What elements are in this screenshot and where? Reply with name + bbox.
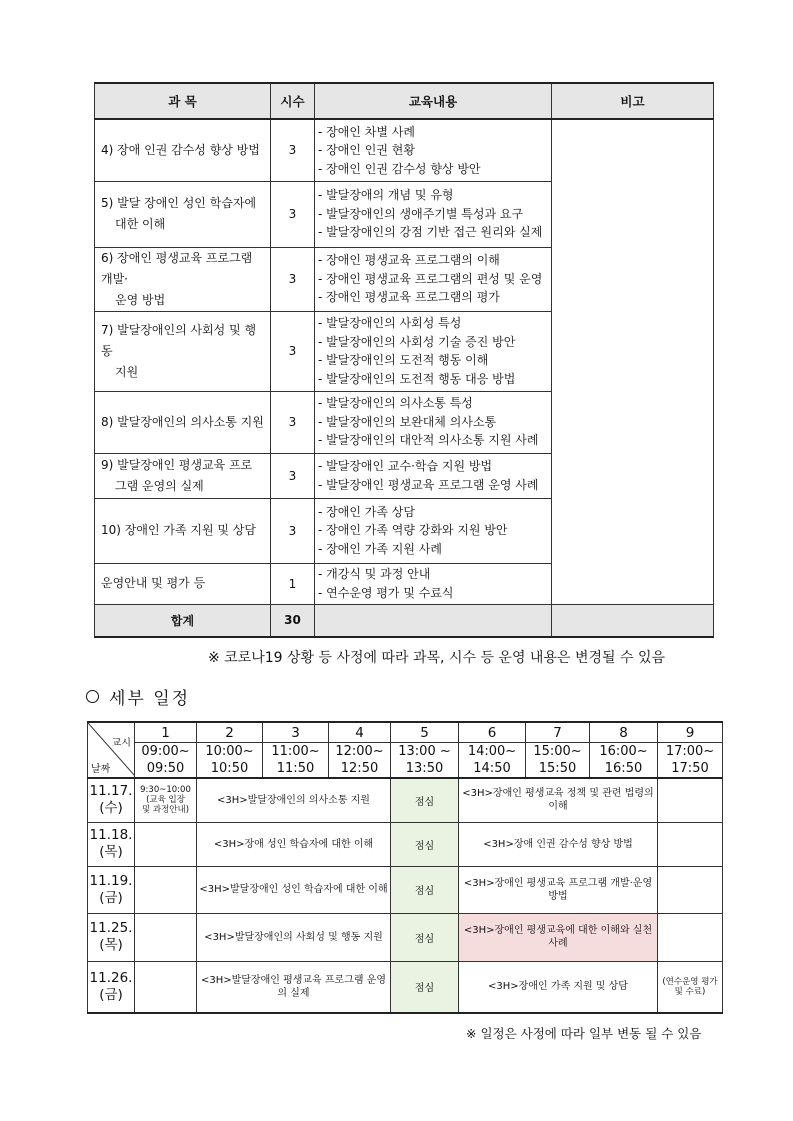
period-number: 2 xyxy=(197,722,263,743)
course-content xyxy=(315,311,552,391)
period-end-time: 10:50 xyxy=(197,760,263,778)
period-start-time: 12:00~ xyxy=(329,743,391,761)
schedule-period-1 xyxy=(135,822,197,866)
period-end-time: 14:50 xyxy=(459,760,526,778)
course-table xyxy=(94,82,714,638)
course-content xyxy=(315,453,552,498)
period-number: 7 xyxy=(526,722,590,743)
total-row xyxy=(95,604,714,637)
schedule-period-9 xyxy=(658,866,723,913)
schedule-row xyxy=(88,913,723,961)
course-hours: 3 xyxy=(271,247,315,311)
course-content-line: - 발달장애인의 사회성 기술 증진 방안 xyxy=(318,334,516,349)
schedule-period-9 xyxy=(658,778,723,822)
total-note xyxy=(552,604,714,637)
course-table-header xyxy=(95,83,714,119)
schedule-period-1-line: 9:30~10:00 xyxy=(140,785,191,796)
course-hours: 1 xyxy=(271,563,315,604)
schedule-period-1 xyxy=(135,778,197,822)
schedule-period-1-line: 및 과정안내) xyxy=(141,805,190,816)
corner-period-label: 교시 xyxy=(111,738,131,749)
schedule-morning-session: <3H>발달장애인 평생교육 프로그램 운영의 실제 xyxy=(197,961,391,1013)
schedule-day: (수) xyxy=(99,800,123,817)
schedule-date-value: 11.18. xyxy=(89,827,133,843)
course-content-line: - 발달장애인의 생애주기별 특성과 요구 xyxy=(318,206,524,221)
schedule-day: (금) xyxy=(99,986,123,1003)
course-hours: 3 xyxy=(271,119,315,181)
course-subject xyxy=(95,311,271,391)
course-subject-line: 10) 장애인 가족 지원 및 상담 xyxy=(101,523,256,537)
period-end-row xyxy=(88,760,723,778)
schedule-afternoon-session: <3H>장애인 평생교육에 대한 이해와 실천 사례 xyxy=(459,913,658,961)
course-content-line: - 개강식 및 과정 안내 xyxy=(318,567,431,581)
course-subject xyxy=(95,181,271,247)
course-content xyxy=(315,181,552,247)
schedule-day: (목) xyxy=(99,844,123,860)
schedule-period-1 xyxy=(135,913,197,961)
schedule-morning-session: <3H>발달장애인의 의사소통 지원 xyxy=(197,778,391,822)
course-subject xyxy=(95,563,271,604)
schedule-date-value: 11.26. xyxy=(89,969,133,986)
period-end-time: 15:50 xyxy=(526,760,590,778)
schedule-period-9 xyxy=(658,822,723,866)
course-content-line: - 발달장애인 교수·학습 지원 방법 xyxy=(318,459,493,473)
course-hours: 3 xyxy=(271,453,315,498)
period-number: 6 xyxy=(459,722,526,743)
course-content-line: - 발달장애인의 강점 기반 접근 원리와 실제 xyxy=(318,225,543,240)
header-hours: 시수 xyxy=(271,83,315,119)
course-subject-line: 지원 xyxy=(115,364,139,379)
period-number: 4 xyxy=(329,722,391,743)
course-content-line: - 장애인 평생교육 프로그램의 평가 xyxy=(318,290,500,305)
period-end-time: 17:50 xyxy=(658,760,723,778)
course-content-line: - 발달장애인 평생교육 프로그램 운영 사례 xyxy=(318,477,539,492)
schedule-date xyxy=(88,961,135,1013)
course-hours: 3 xyxy=(271,391,315,453)
period-number-row xyxy=(88,722,723,743)
schedule-period-1 xyxy=(135,866,197,913)
course-subject xyxy=(95,498,271,563)
schedule-day: (목) xyxy=(99,937,123,953)
course-subject-line: 8) 발달장애인의 의사소통 지원 xyxy=(101,414,264,429)
schedule-period-1 xyxy=(135,961,197,1013)
course-content-line: - 발달장애인의 의사소통 특성 xyxy=(318,396,473,411)
course-subject-line: 대한 이해 xyxy=(115,217,166,231)
schedule-lunch: 점심 xyxy=(391,822,459,866)
schedule-morning-session: <3H>발달장애인 성인 학습자에 대한 이해 xyxy=(197,866,391,913)
course-content-line: - 발달장애인의 사회성 특성 xyxy=(318,316,462,330)
course-content-line: - 발달장애인의 도전적 행동 이해 xyxy=(318,353,489,367)
schedule-lunch: 점심 xyxy=(391,778,459,822)
schedule-date-value: 11.25. xyxy=(89,920,133,936)
course-content-line: - 연수운영 평가 및 수료식 xyxy=(318,585,454,600)
course-subject-line: 운영 방법 xyxy=(115,292,166,307)
period-start-time: 11:00~ xyxy=(263,743,329,761)
schedule-morning-session: <3H>장애 성인 학습자에 대한 이해 xyxy=(197,822,391,866)
period-number: 8 xyxy=(590,722,658,743)
course-content-line: - 장애인 평생교육 프로그램의 편성 및 운영 xyxy=(318,271,543,286)
course-subject xyxy=(95,119,271,181)
period-end-time: 12:50 xyxy=(329,760,391,778)
schedule-lunch: 점심 xyxy=(391,866,459,913)
circle-bullet-icon xyxy=(86,690,99,703)
course-content-line: - 장애인 인권 감수성 향상 방안 xyxy=(318,161,481,176)
course-content-line: - 장애인 평생교육 프로그램의 이해 xyxy=(318,253,500,268)
course-content-line: - 발달장애인의 도전적 행동 대응 방법 xyxy=(318,371,516,386)
schedule-period-9 xyxy=(658,913,723,961)
course-content-line: - 장애인 가족 역량 강화와 지원 방안 xyxy=(318,523,508,538)
period-number: 9 xyxy=(658,722,723,743)
course-subject-line: 9) 발달장애인 평생교육 프로 xyxy=(101,457,253,472)
schedule-lunch: 점심 xyxy=(391,913,459,961)
section-title: 세부 일정 xyxy=(109,689,191,709)
course-hours: 3 xyxy=(271,181,315,247)
period-end-time: 09:50 xyxy=(135,760,197,778)
course-subject-line: 그램 운영의 실제 xyxy=(115,478,204,493)
course-subject xyxy=(95,391,271,453)
period-number: 1 xyxy=(135,722,197,743)
course-note: ※ 코로나19 상황 등 사정에 따라 과목, 시수 등 운영 내용은 변경될 수 있음 xyxy=(208,650,665,666)
period-start-time: 16:00~ xyxy=(590,743,658,761)
schedule-row xyxy=(88,778,723,822)
course-content-line: - 발달장애인의 대안적 의사소통 지원 사례 xyxy=(318,433,539,448)
period-start-row xyxy=(88,743,723,761)
course-content xyxy=(315,391,552,453)
period-start-time: 17:00~ xyxy=(658,743,723,761)
course-content-line: - 장애인 가족 상담 xyxy=(318,504,415,519)
course-content-line: - 장애인 차별 사례 xyxy=(318,124,415,139)
total-hours: 30 xyxy=(271,604,315,637)
schedule-date-value: 11.19. xyxy=(89,872,133,889)
schedule-note: ※ 일정은 사정에 따라 일부 변동 될 수 있음 xyxy=(466,1026,702,1041)
header-note: 비고 xyxy=(552,83,714,119)
course-row xyxy=(95,119,714,181)
course-subject-line: 7) 발달장애인의 사회성 및 행동 xyxy=(101,322,257,358)
course-subject-line: 6) 장애인 평생교육 프로그램 개발· xyxy=(101,250,253,286)
period-end-time: 13:50 xyxy=(391,760,459,778)
schedule-period-9: (연수운영 평가 및 수료) xyxy=(658,961,723,1013)
period-start-time: 13:00 ~ xyxy=(391,743,459,761)
course-content-line: - 장애인 인권 현황 xyxy=(318,143,415,157)
schedule-date xyxy=(88,778,135,822)
course-content-line: - 발달장애의 개념 및 유형 xyxy=(318,188,454,203)
schedule-date xyxy=(88,913,135,961)
corner-cell xyxy=(88,722,135,778)
header-content: 교육내용 xyxy=(315,83,552,119)
period-start-time: 14:00~ xyxy=(459,743,526,761)
schedule-table xyxy=(87,721,723,1014)
schedule-date xyxy=(88,822,135,866)
period-start-time: 15:00~ xyxy=(526,743,590,761)
course-content xyxy=(315,119,552,181)
course-content xyxy=(315,498,552,563)
period-number: 3 xyxy=(263,722,329,743)
course-content-line: - 장애인 가족 지원 사례 xyxy=(318,541,442,556)
course-content xyxy=(315,563,552,604)
schedule-afternoon-session: <3H>장애인 가족 지원 및 상담 xyxy=(459,961,658,1013)
header-subject: 과 목 xyxy=(95,83,271,119)
period-number: 5 xyxy=(391,722,459,743)
schedule-afternoon-session: <3H>장애 인권 감수성 향상 방법 xyxy=(459,822,658,866)
course-content xyxy=(315,247,552,311)
course-hours: 3 xyxy=(271,498,315,563)
section-heading xyxy=(86,684,190,709)
period-start-time: 10:00~ xyxy=(197,743,263,761)
course-note-cell xyxy=(552,119,714,604)
schedule-lunch: 점심 xyxy=(391,961,459,1013)
corner-date-label: 날짜 xyxy=(91,764,111,775)
schedule-afternoon-session: <3H>장애인 평생교육 정책 및 관련 법령의 이해 xyxy=(459,778,658,822)
period-end-time: 16:50 xyxy=(590,760,658,778)
schedule-period-1-line: (교육 입장 xyxy=(146,795,185,806)
course-subject-line: 4) 장애 인권 감수성 향상 방법 xyxy=(101,142,260,157)
schedule-morning-session: <3H>발달장애인의 사회성 및 행동 지원 xyxy=(197,913,391,961)
course-subject xyxy=(95,453,271,498)
course-hours: 3 xyxy=(271,311,315,391)
course-subject xyxy=(95,247,271,311)
period-start-time: 09:00~ xyxy=(135,743,197,761)
schedule-row xyxy=(88,961,723,1013)
period-end-time: 11:50 xyxy=(263,760,329,778)
total-label: 합계 xyxy=(95,604,271,637)
course-content-line: - 발달장애인의 보완대체 의사소통 xyxy=(318,414,497,429)
schedule-date-value: 11.17. xyxy=(89,783,133,800)
total-content xyxy=(315,604,552,637)
schedule-date xyxy=(88,866,135,913)
schedule-row xyxy=(88,822,723,866)
schedule-day: (금) xyxy=(99,889,123,906)
schedule-row xyxy=(88,866,723,913)
schedule-afternoon-session: <3H>장애인 평생교육 프로그램 개발·운영 방법 xyxy=(459,866,658,913)
course-subject-line: 운영안내 및 평가 등 xyxy=(101,576,206,590)
course-subject-line: 5) 발달 장애인 성인 학습자에 xyxy=(101,196,257,210)
